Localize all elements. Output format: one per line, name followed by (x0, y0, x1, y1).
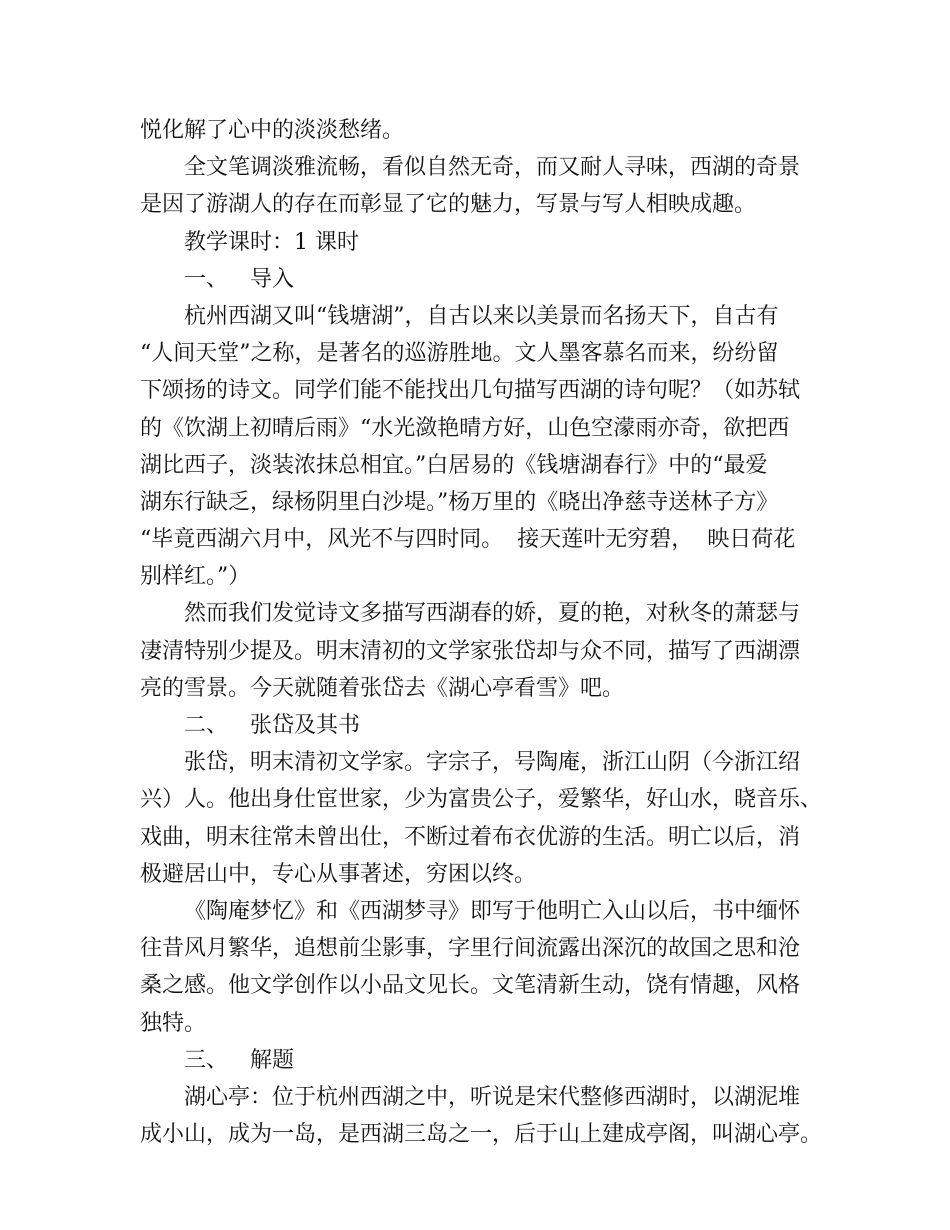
paragraph-line: “毕竟西湖六月中，风光不与四时同。 接天莲叶无穷碧， 映日荷花 (140, 527, 796, 553)
paragraph-line: 张岱，明末清初文学家。字宗子，号陶庵，浙江山阴（今浙江绍 (184, 750, 801, 776)
document-body (140, 112, 830, 1153)
lesson-hours: 教学课时：1 课时 (184, 229, 359, 255)
paragraph-line: 凄清特别少提及。明末清初的文学家张岱却与众不同，描写了西湖漂 (140, 638, 801, 664)
section-number: 三、 (184, 1047, 229, 1073)
paragraph-line: 桑之感。他文学创作以小品文见长。文笔清新生动，饶有情趣，风格 (140, 973, 801, 999)
paragraph-line: 成小山，成为一岛，是西湖三岛之一，后于山上建成亭阁，叫湖心亭。 (140, 1122, 823, 1148)
paragraph-line: 的《饮湖上初晴后雨》“水光潋艳晴方好，山色空濛雨亦奇，欲把西 (140, 415, 790, 441)
paragraph-line: 别样红。”） (140, 564, 251, 590)
paragraph-line: 杭州西湖又叫“钱塘湖”，自古以来以美景而名扬天下，自古有 (184, 303, 779, 329)
section-title: 导入 (250, 266, 295, 292)
section-title: 解题 (250, 1047, 295, 1073)
section-title: 张岱及其书 (250, 713, 361, 738)
section-heading-intro (140, 261, 830, 298)
paragraph-line: 然而我们发觉诗文多描写西湖春的娇，夏的艳，对秋冬的萧瑟与 (184, 601, 801, 627)
paragraph-line: 是因了游湖人的存在而彰显了它的魅力，写景与写人相映成趣。 (140, 192, 757, 218)
paragraph-line: 往昔风月繁华，追想前尘影事，字里行间流露出深沉的故国之思和沧 (140, 936, 801, 962)
section-heading-title (140, 1042, 830, 1079)
paragraph-line: 亮的雪景。今天就随着张岱去《湖心亭看雪》吧。 (140, 675, 625, 701)
section-number: 一、 (184, 266, 229, 292)
paragraph-line: “人间天堂”之称，是著名的巡游胜地。文人墨客慕名而来，纷纷留 (140, 341, 779, 367)
section-heading-author (140, 707, 830, 744)
paragraph-line: 《陶庵梦忆》和《西湖梦寻》即写于他明亡入山以后，书中缅怀 (184, 898, 801, 924)
paragraph-line: 湖东行缺乏，绿杨阴里白沙堤。”杨万里的《晓出净慈寺送林子方》 (140, 489, 779, 515)
paragraph-line: 戏曲，明末往常未曾出仕，不断过着布衣优游的生活。明亡以后，消 (140, 824, 801, 850)
paragraph-line: 独特。 (140, 1010, 207, 1036)
paragraph-line: 极避居山中，专心从事著述，穷困以终。 (140, 861, 537, 887)
paragraph-line: 兴）人。他出身仕宦世家，少为富贵公子，爱繁华，好山水，晓音乐、 (140, 787, 823, 813)
section-number: 二、 (184, 713, 229, 738)
paragraph-line: 全文笔调淡雅流畅，看似自然无奇，而又耐人寻味，西湖的奇景 (184, 155, 801, 181)
paragraph-line: 湖心亭：位于杭州西湖之中，听说是宋代整修西湖时，以湖泥堆 (184, 1084, 801, 1110)
paragraph-line: 湖比西子，淡装浓抹总相宜。”白居易的《钱塘湖春行》中的“最爱 (140, 452, 768, 478)
paragraph-line: 悦化解了心中的淡淡愁绪。 (140, 118, 405, 143)
paragraph-line: 下颂扬的诗文。同学们能不能找出几句描写西湖的诗句呢？（如苏轼 (140, 378, 801, 404)
